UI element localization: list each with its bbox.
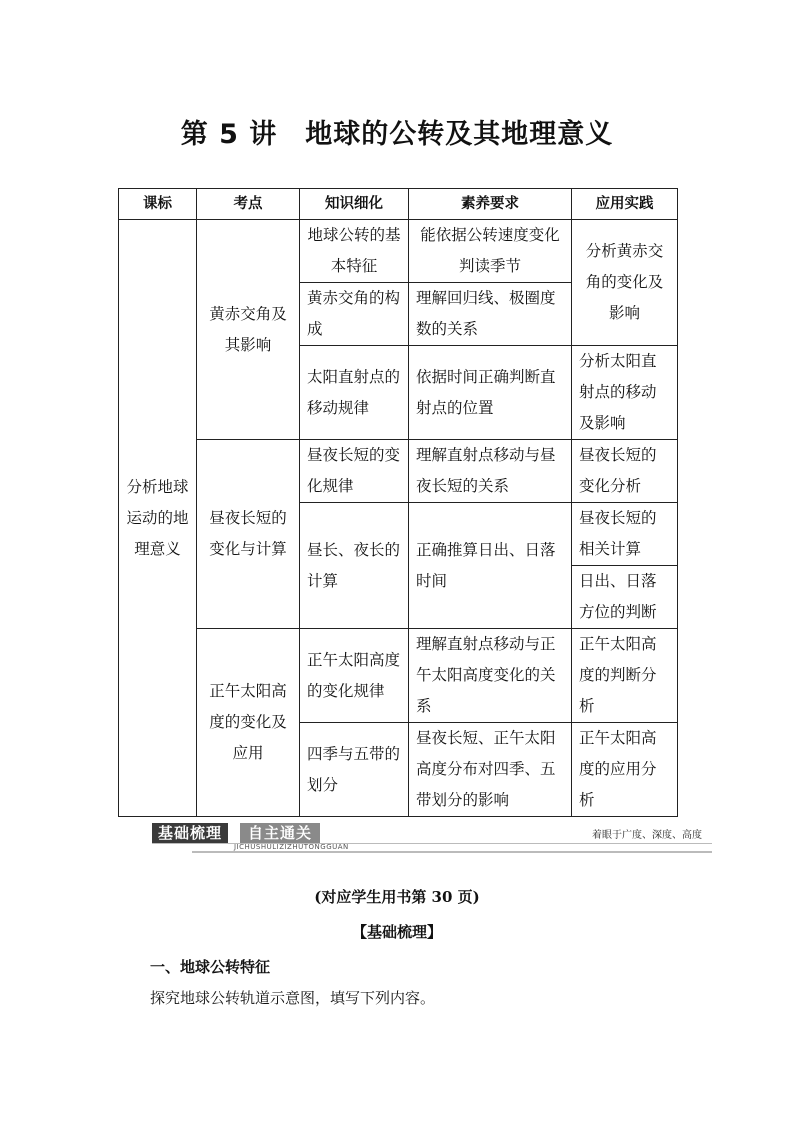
literacy-cell: 能依据公转速度变化判读季节 — [409, 220, 572, 283]
reference-note: (对应学生用书第 30 页) — [314, 888, 480, 906]
header-practice: 应用实践 — [572, 189, 678, 220]
header-knowledge: 知识细化 — [300, 189, 409, 220]
header-exam-point: 考点 — [197, 189, 300, 220]
table-row — [119, 220, 678, 283]
standard-cell: 分析地球运动的地理意义 — [119, 220, 197, 817]
table-row — [119, 629, 678, 723]
curriculum-table — [118, 188, 678, 817]
lecture-topic: 地球的公转及其地理意义 — [305, 119, 614, 150]
banner-label-self: 自主通关 — [240, 823, 320, 843]
knowledge-cell: 太阳直射点的移动规律 — [300, 346, 409, 440]
practice-cell: 分析太阳直射点的移动及影响 — [572, 346, 678, 440]
literacy-cell: 昼夜长短、正午太阳高度分布对四季、五带划分的影响 — [409, 723, 572, 817]
banner-motto: 着眼于广度、深度、高度 — [592, 830, 702, 841]
literacy-cell: 理解直射点移动与正午太阳高度变化的关系 — [409, 629, 572, 723]
literacy-cell: 正确推算日出、日落时间 — [409, 503, 572, 629]
banner-pinyin: JICHUSHULIZIZHUTONGGUAN — [234, 843, 349, 851]
practice-cell: 正午太阳高度的判断分析 — [572, 629, 678, 723]
practice-cell: 日出、日落方位的判断 — [572, 566, 678, 629]
page-title — [0, 112, 794, 151]
section-heading: 一、地球公转特征 — [150, 958, 271, 976]
knowledge-cell: 昼长、夜长的计算 — [300, 503, 409, 629]
literacy-cell: 理解直射点移动与昼夜长短的关系 — [409, 440, 572, 503]
knowledge-cell: 正午太阳高度的变化规律 — [300, 629, 409, 723]
banner-rule — [192, 851, 712, 853]
table-row — [119, 440, 678, 503]
knowledge-cell: 地球公转的基本特征 — [300, 220, 409, 283]
literacy-cell: 依据时间正确判断直射点的位置 — [409, 346, 572, 440]
practice-cell: 分析黄赤交角的变化及影响 — [572, 220, 678, 346]
topic-cell: 昼夜长短的变化与计算 — [197, 440, 300, 629]
knowledge-cell: 昼夜长短的变化规律 — [300, 440, 409, 503]
bracket-heading: 【基础梳理】 — [351, 923, 442, 941]
header-standard: 课标 — [119, 189, 197, 220]
banner-label-basic: 基础梳理 — [152, 823, 228, 843]
table-header-row — [119, 189, 678, 220]
topic-cell: 黄赤交角及其影响 — [197, 220, 300, 440]
knowledge-cell: 黄赤交角的构成 — [300, 283, 409, 346]
practice-cell: 正午太阳高度的应用分析 — [572, 723, 678, 817]
practice-cell: 昼夜长短的相关计算 — [572, 503, 678, 566]
header-literacy: 素养要求 — [409, 189, 572, 220]
section-banner — [152, 822, 712, 854]
practice-cell: 昼夜长短的变化分析 — [572, 440, 678, 503]
body-paragraph: 探究地球公转轨道示意图，填写下列内容。 — [150, 989, 436, 1007]
lecture-number: 第 5 讲 — [180, 119, 278, 150]
literacy-cell: 理解回归线、极圈度数的关系 — [409, 283, 572, 346]
knowledge-cell: 四季与五带的划分 — [300, 723, 409, 817]
topic-cell: 正午太阳高度的变化及应用 — [197, 629, 300, 817]
